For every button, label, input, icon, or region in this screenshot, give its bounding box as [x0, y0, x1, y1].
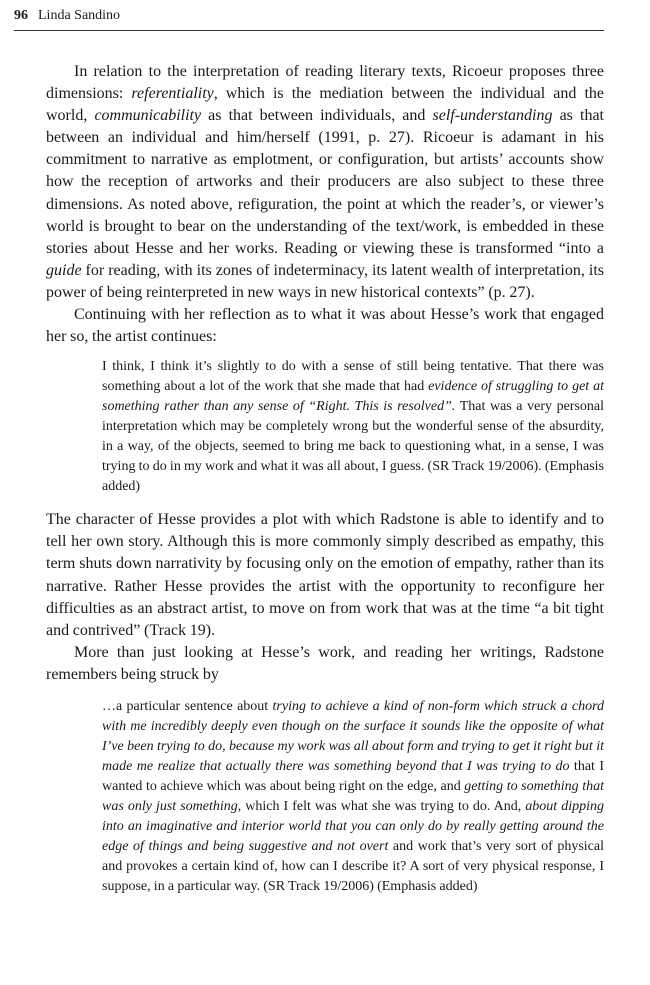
block-quote-1-text [102, 357, 604, 497]
block-quote-2-text [102, 697, 604, 897]
paragraph1-run-7: guide [46, 261, 82, 279]
quote2-run-1: trying to achieve a kind of non-form which struck a chord with me incredibly deeply even though on the surface it sounds like the opposite of what I’ve been trying to do, because my work was all about form and trying to get it right but it made me realize that actually there was something beyond that I was trying to do [102, 698, 604, 774]
paragraph-3: The character of Hesse provides a plot with which Radstone is able to identify and to tell her own story. Although this is more commonly simply described as empathy, this term shuts down narrativity by focusing only on the emotion of empathy, rather than its narrative. Rather Hesse provides the artist with the opportunity to reconfigure her difficulties as an abstract artist, to move on from work that was at the time “a bit tight and contrived” (Track 19). [46, 511, 604, 639]
paragraph-4: More than just looking at Hesse’s work, and reading her writings, Radstone remembers being struck by [46, 643, 604, 683]
paragraph1-run-2: , which is the mediation between the individual and the world, [46, 85, 604, 125]
paragraph1-run-1: referentiality [131, 85, 214, 103]
quote2-run-5: about dipping into an imaginative and interior world that you can only do by really getting around the edge of things and being suggestive and not overt [102, 798, 604, 854]
quote1-run-1: evidence of struggling to get at something rather than any sense of “Right. This is resolved”. [102, 379, 604, 415]
paragraph1-run-3: communicability [94, 107, 202, 125]
paragraph1-run-6: as that between an individual and him/herself (1991, p. 27). Ricoeur is adamant in his commitment to narrative as emplotment, or configuration, but artists’ accounts show how the reception of artworks and their producers are also subject to these three dimensions. As noted above, refiguration, the point at which the reader’s, or viewer’s world is brought to bear on the understanding of the text/work, is embedded in these stories about Hesse and her works. Reading or viewing these is transformed “into a [46, 107, 604, 257]
block-quote-1 [102, 357, 604, 497]
page-body [46, 61, 604, 907]
paragraph1-run-5: self-understanding [432, 107, 553, 125]
block-quote-2 [102, 697, 604, 897]
paragraph1-run-0: In relation to the interpretation of reading literary texts, Ricoeur proposes three dimensions: [46, 63, 604, 103]
quote1-run-2: That was a very personal interpretation which may be completely wrong but the wonderful sense of the absurdity, in a way, of the objects, seemed to bring me back to questioning what, in a sense, I was trying to do in my work and what it was all about, I guess. (SR Track 19/2006). (Emphasis added) [102, 399, 604, 495]
paragraph1-run-8: for reading, with its zones of indeterminacy, its latent wealth of interpretation, its power of being reinterpreted in new ways in new historical contexts” (p. 27). [46, 261, 604, 301]
paragraph1-run-4: as that between individuals, and [201, 107, 433, 125]
quote2-run-6: and work that’s very sort of physical and provokes a certain kind of, how can I describe it? A sort of very physical response, I suppose, in a particular way. (SR Track 19/2006) (Emphasis added) [102, 838, 604, 894]
running-header [14, 6, 604, 31]
quote2-run-4: , which I felt was what she was trying to do. And, [237, 798, 526, 814]
quote2-run-0: …a particular sentence about [102, 698, 273, 714]
paragraph-1 [46, 61, 604, 304]
quote2-run-3: getting to something that was only just something [102, 778, 604, 814]
quote2-run-2: that I wanted to achieve which was about being right on the edge, and [102, 758, 605, 794]
page-number: 96 [14, 8, 28, 23]
paragraph-2: Continuing with her reflection as to what it was about Hesse’s work that engaged her so, the artist continues: [46, 306, 604, 346]
quote1-run-0: I think, I think it’s slightly to do with a sense of still being tentative. That there was something about a lot of the work that she made that had [102, 359, 604, 395]
running-author: Linda Sandino [38, 8, 121, 23]
